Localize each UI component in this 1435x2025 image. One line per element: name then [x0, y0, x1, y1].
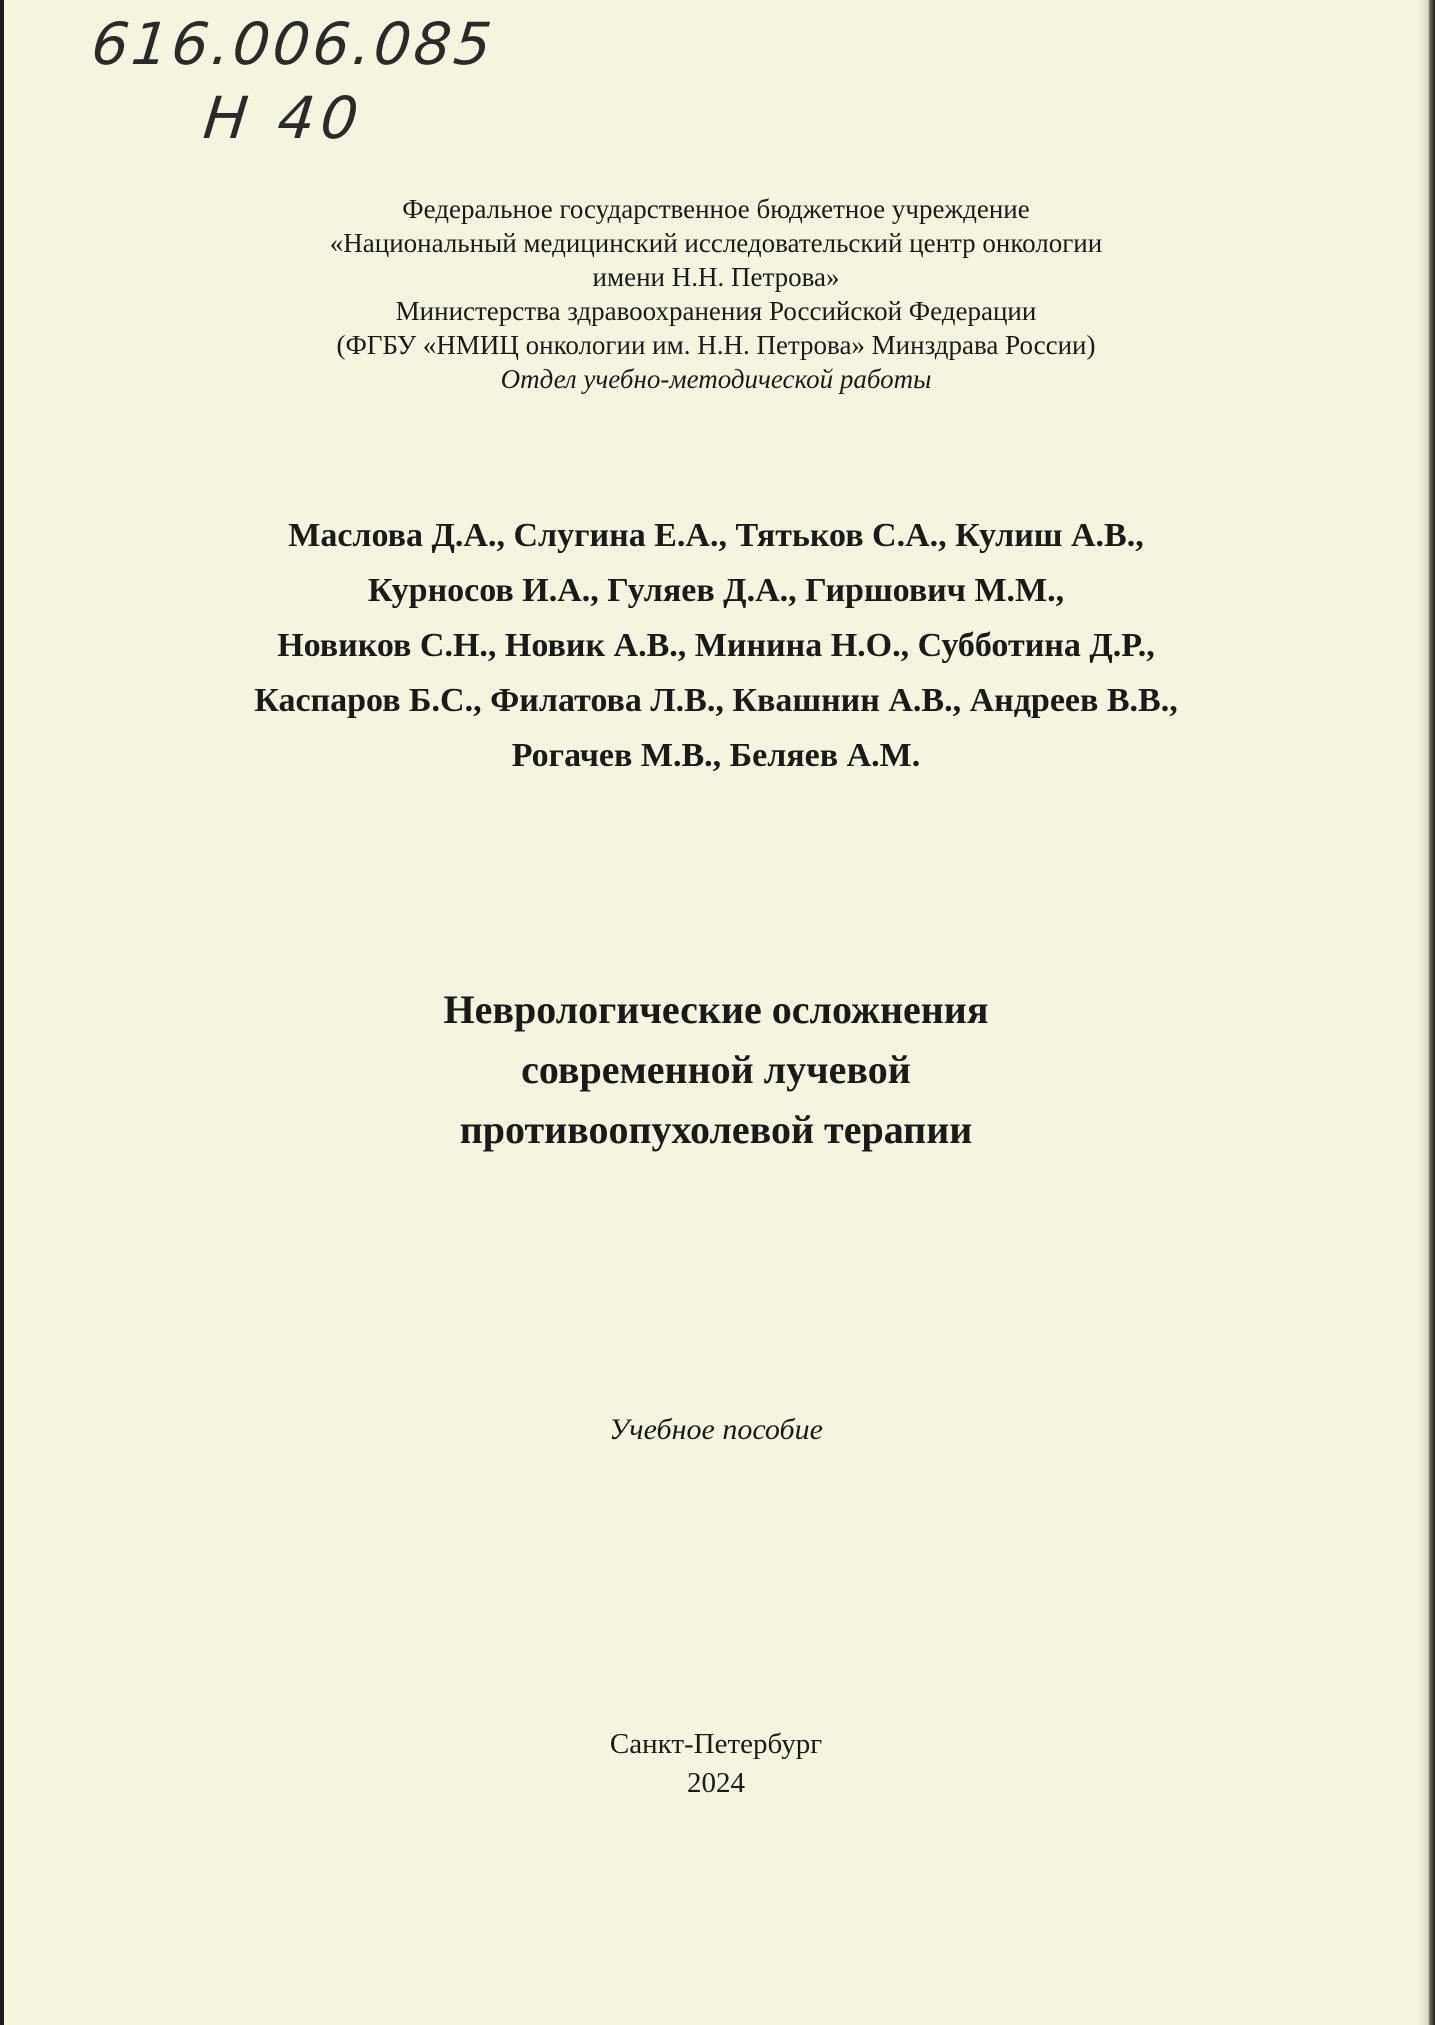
authors-line-2: Курносов И.А., Гуляев Д.А., Гиршович М.М., — [367, 572, 1065, 609]
call-number-line-1: 616.006.085 — [88, 10, 498, 78]
title-line-3: противоопухолевой терапии — [459, 1107, 973, 1152]
book-title — [4, 980, 1428, 1160]
publication-genre: Учебное пособие — [609, 1413, 823, 1446]
scan-right-edge — [1428, 0, 1435, 2025]
call-number-line-2: Н 40 — [200, 84, 368, 152]
department-name: Отдел учебно-методической работы — [500, 364, 932, 394]
institution-line-2: «Национальный медицинский исследовательский центр онкологии — [329, 228, 1103, 258]
institution-line-1: Федеральное государственное бюджетное учреждение — [402, 194, 1030, 224]
institution-line-3: имени Н.Н. Петрова» — [592, 262, 840, 292]
institution-line-4: Министерства здравоохранения Российской Федерации — [395, 296, 1037, 326]
imprint-year: 2024 — [687, 1767, 745, 1799]
authors-block — [4, 508, 1428, 783]
imprint-city: Санкт-Петербург — [609, 1728, 823, 1760]
institution-line-5: (ФГБУ «НМИЦ онкологии им. Н.Н. Петрова» Минздрава России) — [336, 330, 1096, 360]
title-line-2: современной лучевой — [521, 1047, 911, 1092]
authors-line-4: Каспаров Б.С., Филатова Л.В., Квашнин А.В., Андреев В.В., — [254, 682, 1178, 719]
title-page — [4, 0, 1428, 2025]
imprint-block — [4, 1725, 1428, 1803]
authors-line-3: Новиков С.Н., Новик А.В., Минина Н.О., Субботина Д.Р., — [277, 627, 1155, 664]
authors-line-1: Маслова Д.А., Слугина Е.А., Тятьков С.А., Кулиш А.В., — [288, 517, 1144, 554]
institution-block — [4, 192, 1428, 396]
authors-line-5: Рогачев М.В., Беляев А.М. — [511, 737, 921, 774]
title-line-1: Неврологические осложнения — [443, 987, 989, 1032]
